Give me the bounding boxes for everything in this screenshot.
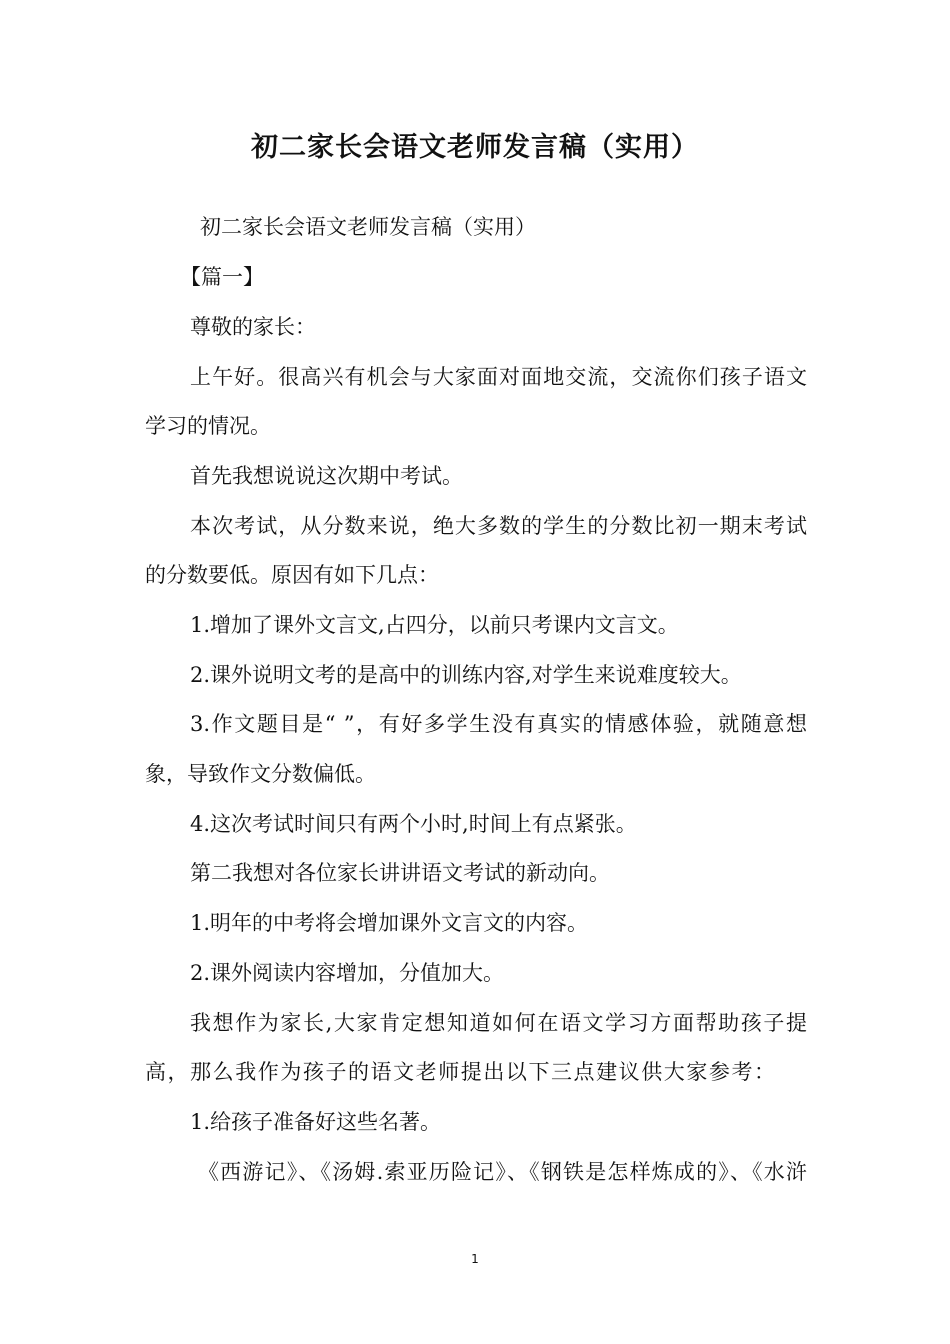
list-item: 2.课外阅读内容增加，分值加大。 [190,961,505,985]
paragraph-line: 学习的情况。 [145,414,271,438]
paragraph-line: 我想作为家长,大家肯定想知道如何在语文学习方面帮助孩子提 [190,1011,807,1035]
paragraph-line: 象，导致作文分数偏低。 [145,762,376,786]
document-title: 初二家长会语文老师发言稿（实用） [251,132,699,163]
paragraph-line: 上午好。很高兴有机会与大家面对面地交流，交流你们孩子语文 [190,365,807,389]
paragraph-line: 首先我想说说这次期中考试。 [190,464,463,488]
list-item: 1.增加了课外文言文,占四分，以前只考课内文言文。 [190,613,679,637]
page-number: 1 [471,1252,479,1266]
document-subtitle: 初二家长会语文老师发言稿（实用） [200,215,536,239]
paragraph-line: 高，那么我作为孩子的语文老师提出以下三点建议供大家参考： [145,1060,775,1084]
paragraph-line: 的分数要低。原因有如下几点： [145,563,439,587]
paragraph-line: 本次考试，从分数来说，绝大多数的学生的分数比初一期末考试 [190,514,807,538]
list-item: 4.这次考试时间只有两个小时,时间上有点紧张。 [190,812,637,836]
salutation-line: 尊敬的家长： [190,315,316,339]
list-item: 3.作文题目是“ ”，有好多学生没有真实的情感体验，就随意想 [190,712,807,736]
paragraph-line: 第二我想对各位家长讲讲语文考试的新动向。 [190,861,610,885]
section-heading: 【篇一】 [180,265,264,289]
book-list-line: 《西游记》、《汤姆.索亚历险记》、《钢铁是怎样炼成的》、《水浒 [198,1160,807,1184]
list-item: 2.课外说明文考的是高中的训练内容,对学生来说难度较大。 [190,663,742,687]
list-item: 1.给孩子准备好这些名著。 [190,1110,442,1134]
list-item: 1.明年的中考将会增加课外文言文的内容。 [190,911,589,935]
